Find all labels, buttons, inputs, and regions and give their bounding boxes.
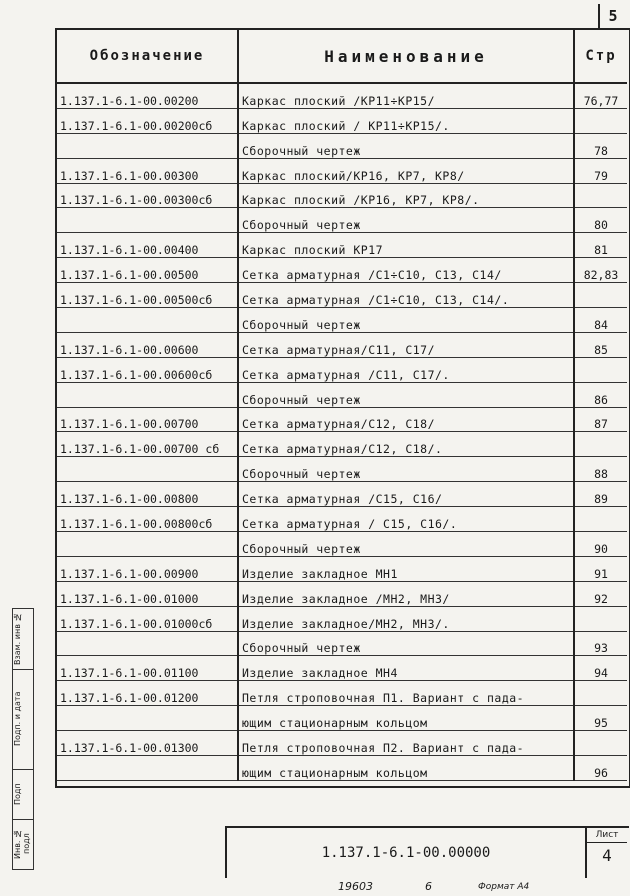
table-row [57, 258, 627, 283]
row-name: Петля строповочная П2. Вариант с пада- [238, 731, 574, 756]
row-designation: 1.137.1-6.1-00.00800сб [57, 507, 238, 532]
row-designation: 1.137.1-6.1-00.00200 [57, 84, 238, 108]
sheet-label: Лист [595, 830, 619, 840]
row-name: Сборочный чертеж [238, 133, 574, 158]
page-number: 5 [598, 4, 626, 30]
row-page [574, 108, 627, 133]
table-row [57, 283, 627, 308]
table-row [57, 457, 627, 482]
row-name: Сетка арматурная/С12, С18/ [238, 407, 574, 432]
document-code: 1.137.1-6.1-00.00000 [227, 828, 587, 878]
row-designation [57, 706, 238, 731]
footer-format: Формат А4 [478, 882, 530, 892]
row-page [574, 507, 627, 532]
header-designation: Обозначение [57, 30, 239, 84]
row-designation: 1.137.1-6.1-00.00900 [57, 556, 238, 581]
row-designation: 1.137.1-6.1-00.00400 [57, 233, 238, 258]
row-page: 82,83 [574, 258, 627, 283]
table-row [57, 482, 627, 507]
row-name: Каркас плоский/КР16, КР7, КР8/ [238, 158, 574, 183]
table-row [57, 432, 627, 457]
row-name: Сетка арматурная /С1÷С10, С13, С14/. [238, 283, 574, 308]
row-designation: 1.137.1-6.1-00.00500сб [57, 283, 238, 308]
row-designation: 1.137.1-6.1-00.00600 [57, 332, 238, 357]
row-designation: 1.137.1-6.1-00.01100 [57, 656, 238, 681]
row-page: 84 [574, 308, 627, 333]
row-page: 88 [574, 457, 627, 482]
table-row [57, 532, 627, 557]
row-designation [57, 382, 238, 407]
table-row [57, 332, 627, 357]
row-page: 95 [574, 706, 627, 731]
row-page: 79 [574, 158, 627, 183]
row-page: 78 [574, 133, 627, 158]
row-name: Каркас плоский /КР11÷КР15/ [238, 84, 574, 108]
row-designation: 1.137.1-6.1-00.01000сб [57, 606, 238, 631]
row-designation: 1.137.1-6.1-00.00300сб [57, 183, 238, 208]
row-name: Изделие закладное /МН2, МН3/ [238, 581, 574, 606]
side-stamp [12, 608, 34, 870]
row-page: 81 [574, 233, 627, 258]
row-designation: 1.137.1-6.1-00.00500 [57, 258, 238, 283]
row-name: Сетка арматурная /С1÷С10, С13, С14/ [238, 258, 574, 283]
row-name: Сетка арматурная / С15, С16/. [238, 507, 574, 532]
table-row [57, 84, 627, 108]
row-name: Петля строповочная П1. Вариант с пада- [238, 681, 574, 706]
row-page [574, 283, 627, 308]
table-row [57, 357, 627, 382]
side-label-replace: Взам. инв № [13, 612, 22, 666]
row-name: Сборочный чертеж [238, 631, 574, 656]
row-name: Сборочный чертеж [238, 382, 574, 407]
table-row [57, 656, 627, 681]
row-page [574, 183, 627, 208]
side-label-inv: Инв. № подл [13, 829, 31, 860]
table-row [57, 208, 627, 233]
row-designation: 1.137.1-6.1-00.00300 [57, 158, 238, 183]
row-designation: 1.137.1-6.1-00.00600сб [57, 357, 238, 382]
spec-table [57, 84, 627, 781]
table-row [57, 407, 627, 432]
row-name: Каркас плоский /КР16, КР7, КР8/. [238, 183, 574, 208]
row-name: ющим стационарным кольцом [238, 756, 574, 781]
row-page: 93 [574, 631, 627, 656]
row-name: Сборочный чертеж [238, 308, 574, 333]
row-page: 76,77 [574, 84, 627, 108]
row-designation: 1.137.1-6.1-00.00700 [57, 407, 238, 432]
row-page [574, 731, 627, 756]
row-page [574, 357, 627, 382]
row-designation [57, 133, 238, 158]
row-page: 94 [574, 656, 627, 681]
row-name: Изделие закладное/МН2, МН3/. [238, 606, 574, 631]
row-name: Изделие закладное МН4 [238, 656, 574, 681]
table-row [57, 606, 627, 631]
table-row [57, 556, 627, 581]
row-page: 87 [574, 407, 627, 432]
title-block [225, 826, 629, 878]
table-row [57, 706, 627, 731]
table-row [57, 756, 627, 781]
row-name: Сетка арматурная/С11, С17/ [238, 332, 574, 357]
table-row [57, 507, 627, 532]
row-page: 80 [574, 208, 627, 233]
table-row [57, 108, 627, 133]
row-page: 96 [574, 756, 627, 781]
row-name: Сборочный чертеж [238, 208, 574, 233]
row-designation [57, 208, 238, 233]
row-name: Сборочный чертеж [238, 532, 574, 557]
table-row [57, 183, 627, 208]
table-row [57, 382, 627, 407]
row-page: 85 [574, 332, 627, 357]
row-designation [57, 532, 238, 557]
table-row [57, 233, 627, 258]
row-designation [57, 457, 238, 482]
footer-archive-number: 19603 [338, 880, 373, 893]
row-page: 90 [574, 532, 627, 557]
row-name: Изделие закладное МН1 [238, 556, 574, 581]
row-designation: 1.137.1-6.1-00.00200сб [57, 108, 238, 133]
row-page: 91 [574, 556, 627, 581]
row-name: Сетка арматурная /С11, С17/. [238, 357, 574, 382]
row-page [574, 606, 627, 631]
row-designation: 1.137.1-6.1-00.01000 [57, 581, 238, 606]
side-label-sign-date: Подп. и дата [13, 691, 22, 747]
row-designation: 1.137.1-6.1-00.01300 [57, 731, 238, 756]
table-row [57, 681, 627, 706]
row-page [574, 432, 627, 457]
row-name: Каркас плоский / КР11÷КР15/. [238, 108, 574, 133]
sheet-number: 4 [602, 846, 612, 865]
specification-sheet [55, 28, 630, 788]
table-row [57, 731, 627, 756]
row-name: ющим стационарным кольцом [238, 706, 574, 731]
footer-page: 6 [425, 880, 432, 893]
row-page: 89 [574, 482, 627, 507]
table-row [57, 308, 627, 333]
row-designation: 1.137.1-6.1-00.00800 [57, 482, 238, 507]
row-page [574, 681, 627, 706]
row-name: Сетка арматурная /С15, С16/ [238, 482, 574, 507]
row-designation [57, 308, 238, 333]
header-page: Стр [575, 30, 627, 84]
row-page: 86 [574, 382, 627, 407]
row-designation [57, 756, 238, 781]
table-row [57, 158, 627, 183]
row-name: Каркас плоский КР17 [238, 233, 574, 258]
table-row [57, 631, 627, 656]
header-name: Наименование [239, 30, 575, 84]
row-designation [57, 631, 238, 656]
row-designation: 1.137.1-6.1-00.01200 [57, 681, 238, 706]
table-row [57, 581, 627, 606]
side-label-sign: Подп [13, 783, 22, 805]
row-name: Сборочный чертеж [238, 457, 574, 482]
row-designation: 1.137.1-6.1-00.00700 сб [57, 432, 238, 457]
row-page: 92 [574, 581, 627, 606]
table-row [57, 133, 627, 158]
row-name: Сетка арматурная/С12, С18/. [238, 432, 574, 457]
